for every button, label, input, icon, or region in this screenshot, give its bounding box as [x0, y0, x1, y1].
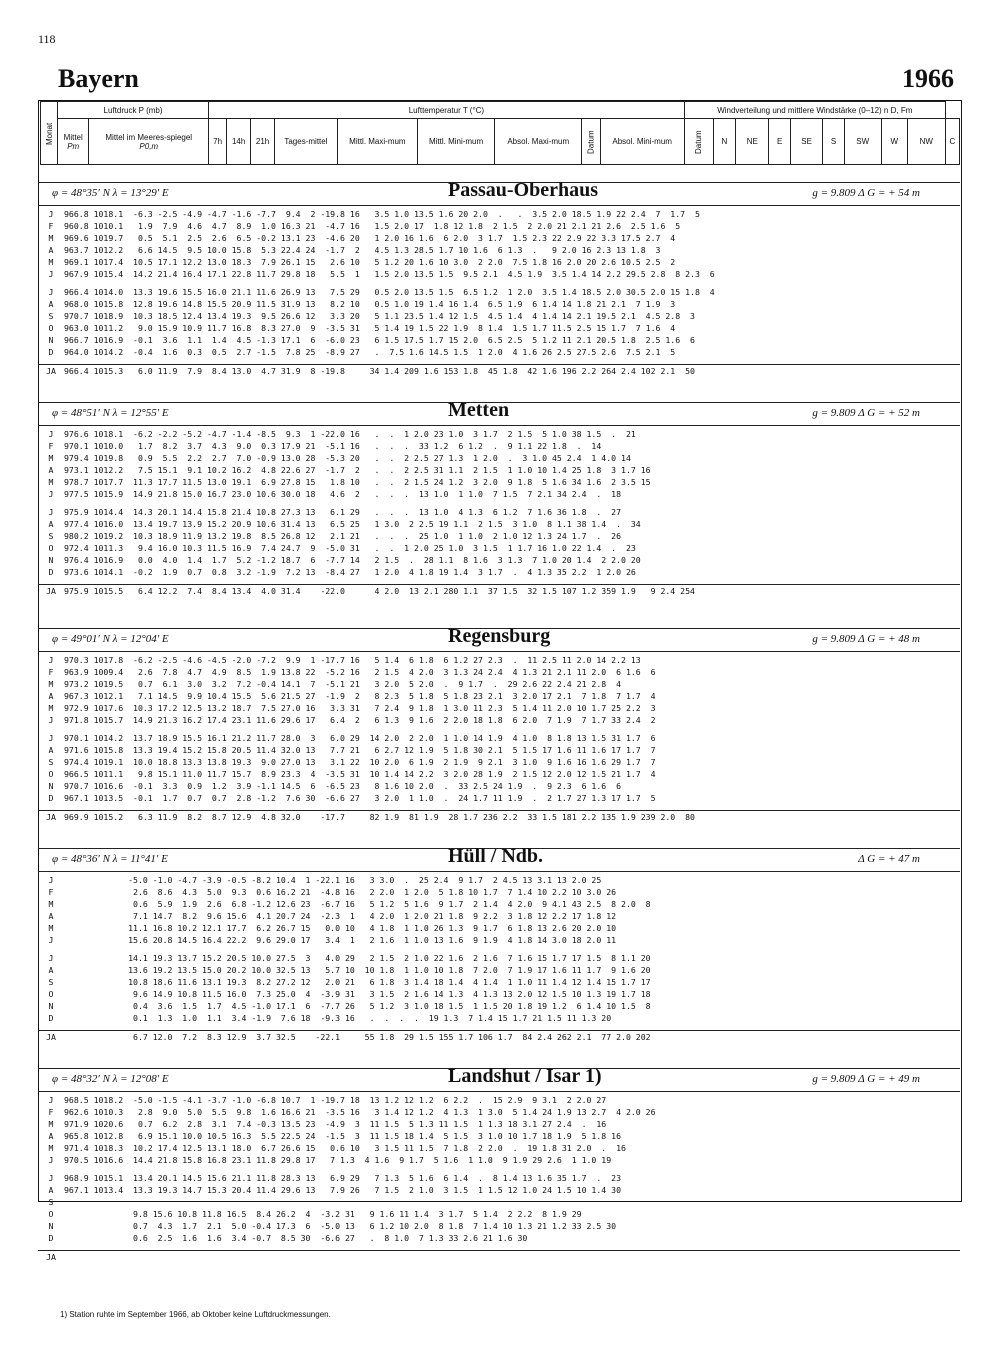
- month-values: 969.6 1019.7 0.5 5.1 2.5 2.6 6.5 -0.2 13.1 23 -4.6 20 1 2.0 16 1.6 6 2.0 3 1.7 1.5 2.3 22 2.9 22 3.3 17.5 2.7 4: [64, 233, 676, 243]
- table-row: [38, 488, 960, 500]
- month-label: M: [48, 923, 54, 933]
- month-label: N: [48, 555, 54, 565]
- table-row: [38, 268, 960, 280]
- month-values: 971.4 1018.3 10.2 17.4 12.5 13.1 18.0 6.7 26.6 15 0.6 10 3 1.5 11 1.5 7 1.8 2 2.0 . 19 1.8 31 2.0 . 16: [64, 1143, 626, 1153]
- month-label: D: [48, 1013, 54, 1023]
- station-coords: φ = 48°32′ N λ = 12°08′ E: [52, 1073, 169, 1085]
- month-values: 2.6 8.6 4.3 5.0 9.3 0.6 16.2 21 -4.8 16 2 2.0 1 2.0 5 1.8 10 1.7 7 1.4 10 2.2 10 3.0 26: [64, 887, 617, 897]
- station-name: Regensburg: [448, 625, 551, 647]
- month-label: D: [48, 347, 54, 357]
- month-label: F: [48, 221, 54, 231]
- month-label: A: [48, 465, 54, 475]
- col-datum2: Datum: [684, 119, 713, 165]
- annual-label: JA: [46, 366, 56, 376]
- col-dir-w: W: [881, 119, 907, 165]
- annual-label: JA: [46, 1032, 56, 1042]
- month-values: 963.0 1011.2 9.0 15.9 10.9 11.7 16.8 8.3 27.0 9 -3.5 31 5 1.4 19 1.5 22 1.9 8 1.4 1.5 1.7 11.5 2.5 15 1.7 7 1.6 4: [64, 323, 676, 333]
- month-values: 977.4 1016.0 13.4 19.7 13.9 15.2 20.9 10.6 31.4 13 6.5 25 1 3.0 2 2.5 19 1.1 2 1.5 3 1.0 8 1.1 38 1.4 . 34: [64, 519, 641, 529]
- col-wind: Windverteilung und mittlere Windstärke (0–12) n D, Fm: [684, 102, 945, 119]
- month-label: J: [48, 715, 54, 725]
- month-label: N: [48, 1001, 54, 1011]
- table-row: [38, 244, 960, 256]
- month-values: 13.6 19.2 13.5 15.0 20.2 10.0 32.5 13 5.7 10 10 1.8 1 1.0 10 1.8 7 2.0 7 1.9 17 1.6 11 1.7 9 1.6 20: [64, 965, 651, 975]
- month-values: 962.6 1010.3 2.8 9.0 5.0 5.5 9.8 1.6 16.6 21 -3.5 16 3 1.4 12 1.2 4 1.3 1 3.0 5 1.4 24 1.9 13 2.7 4 2.0 26: [64, 1107, 656, 1117]
- month-values: 963.7 1012.2 6.6 14.5 9.5 10.0 15.8 5.3 22.4 24 -1.7 2 4.5 1.3 28.5 1.7 10 1.6 6 1.3 . 9 2.0 16 2.3 13 1.8 3: [64, 245, 661, 255]
- month-label: S: [48, 531, 54, 541]
- month-values: 0.7 4.3 1.7 2.1 5.0 -0.4 17.3 6 -5.0 13 6 1.2 10 2.0 8 1.8 7 1.4 10 1.3 21 1.2 33 2.5 30: [64, 1221, 617, 1231]
- table-row: [38, 768, 960, 780]
- month-values: 980.2 1019.2 10.3 18.9 11.9 13.2 19.8 8.5 26.8 12 2.1 21 . . . 25 1.0 1 1.0 2 1.0 12 1.3 24 1.7 . 26: [64, 531, 622, 541]
- annual-row: [38, 364, 960, 377]
- month-values: 10.8 18.6 11.6 13.1 19.3 8.2 27.2 12 2.0 21 6 1.8 3 1.4 18 1.4 4 1.4 1 1.0 11 1.4 12 1.4 15 1.7 17: [64, 977, 651, 987]
- table-row: [38, 934, 960, 946]
- table-row: [38, 714, 960, 726]
- table-row: [38, 530, 960, 542]
- month-label: M: [48, 679, 54, 689]
- month-label: S: [48, 1197, 54, 1207]
- month-values: 963.9 1009.4 2.6 7.8 4.7 4.9 8.5 1.9 13.8 22 -5.2 16 2 1.5 4 2.0 3 1.3 24 2.4 4 1.3 21 2.1 11 2.0 6 1.6 6: [64, 667, 656, 677]
- month-values: 970.1 1010.0 1.7 8.2 3.7 4.3 9.0 0.3 17.9 21 -5.1 16 . . . 33 1.2 6 1.2 . 9 1.1 22 1.8 . 14: [64, 441, 602, 451]
- month-values: 970.7 1016.6 -0.1 3.3 0.9 1.2 3.9 -1.1 14.5 6 -6.5 23 8 1.6 10 2.0 . 33 2.5 24 1.9 . 9 2.3 6 1.6 6: [64, 781, 622, 791]
- month-label: S: [48, 757, 54, 767]
- table-row: [38, 792, 960, 804]
- col-absol-max: Absol. Maxi-mum: [495, 119, 582, 165]
- table-row: [38, 678, 960, 690]
- month-values: 970.3 1017.8 -6.2 -2.5 -4.6 -4.5 -2.0 -7.2 9.9 1 -17.7 16 5 1.4 6 1.8 6 1.2 27 2.3 . 11 2.5 11 2.0 14 2.2 13: [64, 655, 641, 665]
- month-label: M: [48, 233, 54, 243]
- table-row: [38, 428, 960, 440]
- year-title: 1966: [902, 64, 954, 93]
- table-row: [38, 702, 960, 714]
- month-values: 968.0 1015.8 12.8 19.6 14.8 15.5 20.9 11.5 31.9 13 8.2 10 0.5 1.0 19 1.4 16 1.4 6.5 1.9 6 1.4 14 1.8 21 2.1 7 1.9 3: [64, 299, 676, 309]
- month-label: A: [48, 965, 54, 975]
- month-label: J: [48, 287, 54, 297]
- station-data-block: [38, 654, 960, 823]
- month-values: 966.7 1016.9 -0.1 3.6 1.1 1.4 4.5 -1.3 17.1 6 -6.0 23 6 1.5 17.5 1.7 15 2.0 6.5 2.5 5 1.2 11 2.1 20.5 1.8 2.5 1.6 6: [64, 335, 695, 345]
- month-label: A: [48, 299, 54, 309]
- month-values: 973.6 1014.1 -0.2 1.9 0.7 0.8 3.2 -1.9 7.2 13 -8.4 27 1 2.0 4 1.8 19 1.4 3 1.7 . 4 1.3 35 2.2 1 2.0 26: [64, 567, 636, 577]
- month-label: A: [48, 691, 54, 701]
- annual-label: JA: [46, 586, 56, 596]
- month-label: D: [48, 567, 54, 577]
- table-row: [38, 952, 960, 964]
- table-row: [38, 1000, 960, 1012]
- month-values: 970.1 1014.2 13.7 18.9 15.5 16.1 21.2 11.7 28.0 3 6.0 29 14 2.0 2 2.0 1 1.0 14 1.9 4 1.0 8 1.8 13 1.5 31 1.7 6: [64, 733, 656, 743]
- col-mittel: Mittel Pm: [58, 119, 89, 165]
- table-row: [38, 654, 960, 666]
- table-row: [38, 690, 960, 702]
- month-label: A: [48, 745, 54, 755]
- month-values: 969.1 1017.4 10.5 17.1 12.2 13.0 18.3 7.9 26.1 15 2.6 10 5 1.2 20 1.6 10 3.0 2 2.0 7.5 1.8 16 2.0 20 2.6 10.5 2.5 2: [64, 257, 676, 267]
- col-meeres: Mittel im Meeres-spiegel P0,m: [89, 119, 209, 165]
- col-dir-s: S: [823, 119, 844, 165]
- col-monat: Monat: [41, 102, 58, 165]
- table-row: [38, 756, 960, 768]
- month-label: A: [48, 245, 54, 255]
- station-name: Passau-Oberhaus: [448, 179, 599, 201]
- month-label: F: [48, 1107, 54, 1117]
- month-label: M: [48, 703, 54, 713]
- month-values: 970.7 1018.9 10.3 18.5 12.4 13.4 19.3 9.5 26.6 12 3.3 20 5 1.1 23.5 1.4 12 1.5 4.5 1.4 4 1.4 14 2.1 19.5 2.1 4.5 2.8 3: [64, 311, 695, 321]
- station-data-block: [38, 1094, 960, 1263]
- month-label: O: [48, 989, 54, 999]
- annual-values: 969.9 1015.2 6.3 11.9 8.2 8.7 12.9 4.8 32.0 -17.7 82 1.9 81 1.9 28 1.7 236 2.2 33 1.5 181 2.2 135 1.9 239 2.0 80: [64, 812, 695, 822]
- month-label: M: [48, 1119, 54, 1129]
- station-name: Landshut / Isar 1): [448, 1065, 602, 1087]
- table-row: [38, 1118, 960, 1130]
- table-row: [38, 1208, 960, 1220]
- month-values: 965.8 1012.8 6.9 15.1 10.0 10.5 16.3 5.5 22.5 24 -1.5 3 11 1.5 18 1.4 5 1.5 3 1.0 10 1.7 18 1.9 5 1.8 16: [64, 1131, 622, 1141]
- month-label: J: [48, 269, 54, 279]
- table-row: [38, 476, 960, 488]
- month-values: 967.1 1013.5 -0.1 1.7 0.7 0.7 2.8 -1.2 7.6 30 -6.6 27 3 2.0 1 1.0 . 24 1.7 11 1.9 . 2 1.7 27 1.3 17 1.7 5: [64, 793, 656, 803]
- table-row: [38, 874, 960, 886]
- table-row: [38, 922, 960, 934]
- column-header: [40, 101, 960, 165]
- month-label: A: [48, 1185, 54, 1195]
- station-gravity: Δ G = + 47 m: [858, 853, 920, 865]
- month-values: 971.6 1015.8 13.3 19.4 15.2 15.8 20.5 11.4 32.0 13 7.7 21 6 2.7 12 1.9 5 1.8 30 2.1 5 1.5 17 1.6 11 1.6 17 1.7 7: [64, 745, 656, 755]
- month-values: 14.1 19.3 13.7 15.2 20.5 10.0 27.5 3 4.0 29 2 1.5 2 1.0 22 1.6 2 1.6 7 1.6 15 1.7 17 1.5 8 1.1 20: [64, 953, 651, 963]
- month-values: 0.6 5.9 1.9 2.6 6.8 -1.2 12.6 23 -6.7 16 5 1.2 5 1.6 9 1.7 2 1.4 4 2.0 9 4.1 43 2.5 8 2.0 8: [64, 899, 651, 909]
- annual-label: JA: [46, 812, 56, 822]
- table-row: [38, 732, 960, 744]
- month-values: 0.4 3.6 1.5 1.7 4.5 -1.0 17.1 6 -7.7 26 5 1.2 3 1.0 18 1.5 1 1.5 20 1.8 19 1.2 6 1.4 10 1.5 8: [64, 1001, 651, 1011]
- annual-row: [38, 1030, 960, 1043]
- station-data-block: [38, 428, 960, 597]
- month-label: A: [48, 1131, 54, 1141]
- col-dir-c: C: [945, 119, 959, 165]
- table-row: [38, 1094, 960, 1106]
- table-row: [38, 542, 960, 554]
- month-label: S: [48, 977, 54, 987]
- month-label: J: [48, 429, 54, 439]
- table-row: [38, 1196, 960, 1208]
- month-values: 973.1 1012.2 7.5 15.1 9.1 10.2 16.2 4.8 22.6 27 -1.7 2 . . 2 2.5 31 1.1 2 1.5 1 1.0 10 1.4 25 1.8 3 1.7 16: [64, 465, 651, 475]
- table-row: [38, 518, 960, 530]
- annual-values: 975.9 1015.5 6.4 12.2 7.4 8.4 13.4 4.0 31.4 -22.0 4 2.0 13 2.1 280 1.1 37 1.5 32 1.5 107 1.2 359 1.9 9 2.4 254: [64, 586, 695, 596]
- table-row: [38, 322, 960, 334]
- table-row: [38, 964, 960, 976]
- table-row: [38, 1012, 960, 1024]
- month-values: 11.1 16.8 10.2 12.1 17.7 6.2 26.7 15 0.0 10 4 1.8 1 1.0 26 1.3 9 1.7 6 1.8 13 2.6 20 2.0 10: [64, 923, 617, 933]
- station-header: [38, 1065, 960, 1092]
- month-values: 968.5 1018.2 -5.0 -1.5 -4.1 -3.7 -1.0 -6.8 10.7 1 -19.7 18 13 1.2 12 1.2 6 2.2 . 15 2.9 9 3.1 2 2.0 27: [64, 1095, 607, 1105]
- month-values: 978.7 1017.7 11.3 17.7 11.5 13.0 19.1 6.9 27.8 15 1.8 10 . . 2 1.5 24 1.2 3 2.0 9 1.8 5 1.6 34 1.6 2 3.5 15: [64, 477, 651, 487]
- col-dir-sw: SW: [844, 119, 881, 165]
- month-values: 979.4 1019.8 0.9 5.5 2.2 2.7 7.0 -0.9 13.0 28 -5.3 20 . . 2 2.5 27 1.3 1 2.0 . 3 1.0 45 2.4 1 4.0 14: [64, 453, 631, 463]
- table-row: [38, 220, 960, 232]
- table-row: [38, 1184, 960, 1196]
- month-label: D: [48, 793, 54, 803]
- table-row: [38, 898, 960, 910]
- station-header: [38, 179, 960, 206]
- col-luftdruck: Luftdruck P (mb): [58, 102, 209, 119]
- table-row: [38, 256, 960, 268]
- annual-values: 6.7 12.0 7.2 8.3 12.9 3.7 32.5 -22.1 55 1.8 29 1.5 155 1.7 106 1.7 84 2.4 262 2.1 77 2.0 202: [64, 1032, 651, 1042]
- station-gravity: g = 9.809 Δ G = + 48 m: [812, 633, 920, 645]
- month-values: 960.8 1010.1 1.9 7.9 4.6 4.7 8.9 1.0 16.3 21 -4.7 16 1.5 2.0 17 1.8 12 1.8 2 1.5 2 2.0 21 2.1 21 2.6 2.5 1.6 5: [64, 221, 681, 231]
- annual-values: 966.4 1015.3 6.0 11.9 7.9 8.4 13.0 4.7 31.9 8 -19.8 34 1.4 209 1.6 153 1.8 45 1.8 42 1.6 196 2.2 264 2.4 102 2.1 50: [64, 366, 695, 376]
- page-number: 118: [38, 32, 56, 46]
- table-row: [38, 1220, 960, 1232]
- month-label: N: [48, 335, 54, 345]
- month-values: 15.6 20.8 14.5 16.4 22.2 9.6 29.0 17 3.4 1 2 1.6 1 1.0 13 1.6 9 1.9 4 1.8 14 3.0 18 2.0 11: [64, 935, 617, 945]
- month-label: O: [48, 543, 54, 553]
- col-dir-nw: NW: [907, 119, 945, 165]
- footnote: 1) Station ruhte im September 1966, ab Oktober keine Luftdruckmessungen.: [60, 1310, 331, 1319]
- month-label: A: [48, 911, 54, 921]
- station-coords: φ = 48°51′ N λ = 12°55′ E: [52, 407, 169, 419]
- month-label: N: [48, 781, 54, 791]
- month-values: 975.9 1014.4 14.3 20.1 14.4 15.8 21.4 10.8 27.3 13 6.1 29 . . . 13 1.0 4 1.3 6 1.2 7 1.6 36 1.8 . 27: [64, 507, 622, 517]
- station-gravity: g = 9.809 Δ G = + 54 m: [812, 187, 920, 199]
- month-label: J: [48, 1095, 54, 1105]
- table-row: [38, 440, 960, 452]
- month-label: M: [48, 257, 54, 267]
- month-label: J: [48, 489, 54, 499]
- month-values: 972.9 1017.6 10.3 17.2 12.5 13.2 18.7 7.5 27.0 16 3.3 31 7 2.4 9 1.8 1 3.0 11 2.3 5 1.4 11 2.0 10 1.7 25 2.2 3: [64, 703, 656, 713]
- table-row: [38, 1130, 960, 1142]
- col-dir-ne: NE: [736, 119, 769, 165]
- station-header: [38, 399, 960, 426]
- month-label: J: [48, 507, 54, 517]
- table-row: [38, 464, 960, 476]
- month-values: 966.4 1014.0 13.3 19.6 15.5 16.0 21.1 11.6 26.9 13 7.5 29 0.5 2.0 13.5 1.5 6.5 1.2 1 2.0 3.5 1.4 18.5 2.0 30.5 2.0 15 1.8 4: [64, 287, 715, 297]
- annual-row: [38, 584, 960, 597]
- table-row: [38, 988, 960, 1000]
- station-header: [38, 625, 960, 652]
- month-values: 977.5 1015.9 14.9 21.8 15.0 16.7 23.0 10.6 30.0 18 4.6 2 . . . 13 1.0 1 1.0 7 1.5 7 2.1 34 2.4 . 18: [64, 489, 622, 499]
- table-row: [38, 780, 960, 792]
- month-values: 970.5 1016.6 14.4 21.8 15.8 16.8 23.1 11.8 29.8 17 7 1.3 4 1.6 9 1.7 5 1.6 1 1.0 9 1.9 29 2.6 1 1.0 19: [64, 1155, 612, 1165]
- month-values: 0.6 2.5 1.6 1.6 3.4 -0.7 8.5 30 -6.6 27 . 8 1.0 7 1.3 33 2.6 21 1.6 30: [64, 1233, 528, 1243]
- month-label: J: [48, 875, 54, 885]
- col-dir-n: N: [713, 119, 735, 165]
- month-label: J: [48, 1155, 54, 1165]
- month-label: A: [48, 519, 54, 529]
- month-values: 967.1 1013.4 13.3 19.3 14.7 15.3 20.4 11.4 29.6 13 7.9 26 7 1.5 2 1.0 3 1.5 1 1.5 12 1.0 24 1.5 10 1.4 30: [64, 1185, 622, 1195]
- table-row: [38, 744, 960, 756]
- month-values: 976.4 1016.9 0.0 4.0 1.4 1.7 5.2 -1.2 18.7 6 -7.7 14 2 1.5 . 28 1.1 8 1.6 3 1.3 7 1.0 20 1.4 2 2.0 20: [64, 555, 641, 565]
- table-row: [38, 976, 960, 988]
- station-name: Metten: [448, 399, 510, 421]
- month-values: 968.9 1015.1 13.4 20.1 14.5 15.6 21.1 11.8 28.3 13 6.9 29 7 1.3 5 1.6 6 1.4 . 8 1.4 13 1.6 35 1.7 . 23: [64, 1173, 622, 1183]
- month-values: 966.5 1011.1 9.8 15.1 11.0 11.7 15.7 8.9 23.3 4 -3.5 31 10 1.4 14 2.2 3 2.0 28 1.9 2 1.5 12 2.0 12 1.5 21 1.7 4: [64, 769, 656, 779]
- table-row: [38, 298, 960, 310]
- table-row: [38, 666, 960, 678]
- table-row: [38, 286, 960, 298]
- table-row: [38, 1142, 960, 1154]
- month-values: 964.0 1014.2 -0.4 1.6 0.3 0.5 2.7 -1.5 7.8 25 -8.9 27 . 7.5 1.6 14.5 1.5 1 2.0 4 1.6 26 2.5 27.5 2.6 7.5 2.1 5: [64, 347, 676, 357]
- annual-label: JA: [46, 1252, 56, 1262]
- table-row: [38, 1106, 960, 1118]
- col-mittl-min: Mittl. Mini-mum: [417, 119, 494, 165]
- month-values: 0.1 1.3 1.0 1.1 3.4 -1.9 7.6 18 -9.3 16 . . . . 19 1.3 7 1.4 15 1.7 21 1.5 11 1.3 20: [64, 1013, 612, 1023]
- col-dir-e: E: [769, 119, 790, 165]
- month-values: 971.8 1015.7 14.9 21.3 16.2 17.4 23.1 11.6 29.6 17 6.4 2 6 1.3 9 1.6 2 2.0 18 1.8 6 2.0 7 1.9 7 1.7 33 2.4 2: [64, 715, 656, 725]
- month-label: O: [48, 1209, 54, 1219]
- col-14h: 14h: [227, 119, 251, 165]
- table-row: [38, 1154, 960, 1166]
- month-values: 972.4 1011.3 9.4 16.0 10.3 11.5 16.9 7.4 24.7 9 -5.0 31 . . 1 2.0 25 1.0 3 1.5 1 1.7 16 1.0 22 1.4 . 23: [64, 543, 636, 553]
- table-row: [38, 232, 960, 244]
- month-values: 973.2 1019.5 0.7 6.1 3.0 3.2 7.2 -0.4 14.1 7 -5.1 21 3 2.0 5 2.0 . 9 1.7 . 29 2.6 22 2.4 21 2.8 4: [64, 679, 622, 689]
- col-dir-se: SE: [790, 119, 822, 165]
- month-values: -5.0 -1.0 -4.7 -3.9 -0.5 -8.2 10.4 1 -22.1 16 3 3.0 . 25 2.4 9 1.7 2 4.5 13 3.1 13 2.0 25: [64, 875, 602, 885]
- col-mittl-max: Mittl. Maxi-mum: [337, 119, 417, 165]
- station-gravity: g = 9.809 Δ G = + 49 m: [812, 1073, 920, 1085]
- month-values: 967.3 1012.1 7.1 14.5 9.9 10.4 15.5 5.6 21.5 27 -1.9 2 8 2.3 5 1.8 5 1.8 23 2.1 3 2.0 17 2.1 7 1.8 7 1.7 4: [64, 691, 656, 701]
- month-label: F: [48, 441, 54, 451]
- annual-row: [38, 1250, 960, 1263]
- table-row: [38, 886, 960, 898]
- station-coords: φ = 48°35′ N λ = 13°29′ E: [52, 187, 169, 199]
- month-label: D: [48, 1233, 54, 1243]
- station-name: Hüll / Ndb.: [448, 845, 544, 867]
- table-row: [38, 506, 960, 518]
- month-label: F: [48, 887, 54, 897]
- table-row: [38, 566, 960, 578]
- table-row: [38, 1172, 960, 1184]
- month-label: M: [48, 899, 54, 909]
- table-row: [38, 1232, 960, 1244]
- table-row: [38, 554, 960, 566]
- table-row: [38, 452, 960, 464]
- month-values: 974.4 1019.1 10.0 18.8 13.3 13.8 19.3 9.0 27.0 13 3.1 22 10 2.0 6 1.9 2 1.9 9 2.1 3 1.0 9 1.6 16 1.6 29 1.7 7: [64, 757, 656, 767]
- table-row: [38, 334, 960, 346]
- month-values: 9.8 15.6 10.8 11.8 16.5 8.4 26.2 4 -3.2 31 9 1.6 11 1.4 3 1.7 5 1.4 2 2.2 8 1.9 29: [64, 1209, 582, 1219]
- month-label: M: [48, 477, 54, 487]
- col-lufttemp: Lufttemperatur T (°C): [209, 102, 685, 119]
- table-row: [38, 910, 960, 922]
- table-row: [38, 310, 960, 322]
- col-tagesmittel: Tages-mittel: [275, 119, 338, 165]
- month-values: 966.8 1018.1 -6.3 -2.5 -4.9 -4.7 -1.6 -7.7 9.4 2 -19.8 16 3.5 1.0 13.5 1.6 20 2.0 . . 3.5 2.0 18.5 1.9 22 2.4 7 1.7 5: [64, 209, 700, 219]
- station-data-block: [38, 208, 960, 377]
- station-data-block: [38, 874, 960, 1043]
- station-coords: φ = 49°01′ N λ = 12°04′ E: [52, 633, 169, 645]
- month-label: J: [48, 655, 54, 665]
- table-row: [38, 346, 960, 358]
- month-values: 976.6 1018.1 -6.2 -2.2 -5.2 -4.7 -1.4 -8.5 9.3 1 -22.0 16 . . 1 2.0 23 1.0 3 1.7 2 1.5 5 1.0 38 1.5 . 21: [64, 429, 636, 439]
- month-values: 967.9 1015.4 14.2 21.4 16.4 17.1 22.8 11.7 29.8 18 5.5 1 1.5 2.0 13.5 1.5 9.5 2.1 4.5 1.9 3.5 1.4 14 2.2 29.5 2.8 8 2.3 6: [64, 269, 715, 279]
- station-header: [38, 845, 960, 872]
- col-7h: 7h: [209, 119, 227, 165]
- annual-row: [38, 810, 960, 823]
- month-values: 9.6 14.9 10.8 11.5 16.0 7.3 25.0 4 -3.9 31 3 1.5 2 1.6 14 1.3 4 1.3 13 2.0 12 1.5 10 1.3 19 1.7 18: [64, 989, 651, 999]
- col-21h: 21h: [251, 119, 275, 165]
- station-gravity: g = 9.809 Δ G = + 52 m: [812, 407, 920, 419]
- month-label: F: [48, 667, 54, 677]
- month-label: O: [48, 769, 54, 779]
- station-coords: φ = 48°36′ N λ = 11°41′ E: [52, 853, 168, 865]
- month-label: J: [48, 935, 54, 945]
- month-label: M: [48, 1143, 54, 1153]
- month-label: O: [48, 323, 54, 333]
- month-label: N: [48, 1221, 54, 1231]
- table-row: [38, 208, 960, 220]
- month-values: 971.9 1020.6 0.7 6.2 2.8 3.1 7.4 -0.3 13.5 23 -4.9 3 11 1.5 5 1.3 11 1.5 1 1.3 18 3.1 27 2.4 . 16: [64, 1119, 607, 1129]
- col-absol-min: Absol. Mini-mum: [600, 119, 684, 165]
- month-values: 7.1 14.7 8.2 9.6 15.6 4.1 20.7 24 -2.3 1 4 2.0 1 2.0 21 1.8 9 2.2 3 1.8 12 2.2 17 1.8 12: [64, 911, 617, 921]
- month-label: J: [48, 953, 54, 963]
- month-label: M: [48, 453, 54, 463]
- month-label: S: [48, 311, 54, 321]
- month-label: J: [48, 733, 54, 743]
- col-datum: Datum: [582, 119, 600, 165]
- month-label: J: [48, 209, 54, 219]
- region-title: Bayern: [58, 64, 139, 93]
- month-label: J: [48, 1173, 54, 1183]
